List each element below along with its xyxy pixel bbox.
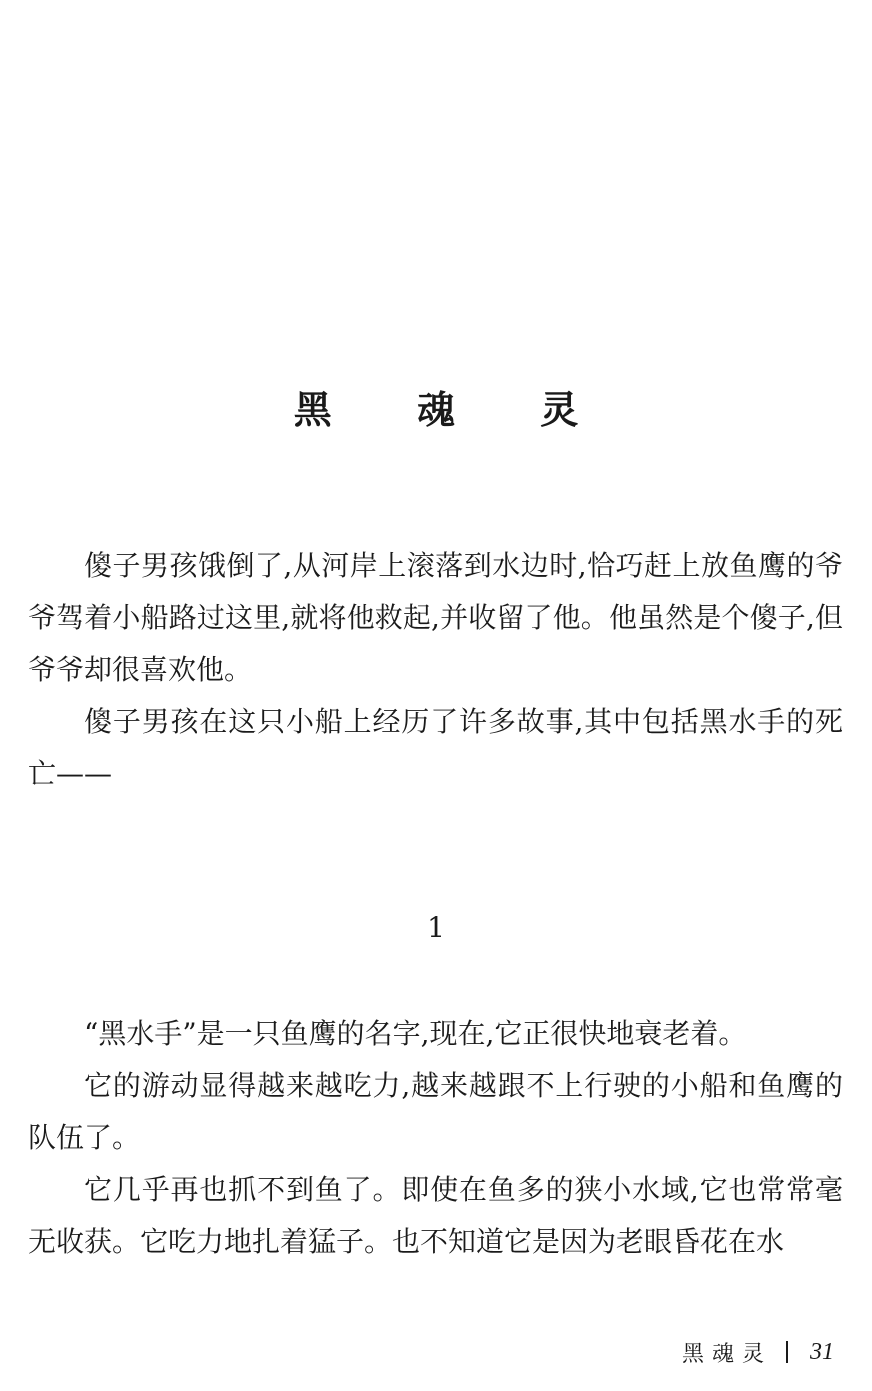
intro-paragraph-2: 傻子男孩在这只小船上经历了许多故事,其中包括黑水手的死亡—— xyxy=(28,705,843,790)
section-number: 1 xyxy=(427,911,445,944)
running-title: 黑魂灵 xyxy=(681,1341,772,1367)
intro-paragraph-1: 傻子男孩饿倒了,从河岸上滚落到水边时,恰巧赶上放鱼鹰的爷爷驾着小船路过这里,就将他救起,并收留了他。他虽然是个傻子,但爷爷却很喜欢他。 xyxy=(28,549,843,686)
footer-divider xyxy=(786,1341,788,1363)
page-number: 31 xyxy=(810,1338,834,1365)
body-paragraph-3: 它几乎再也抓不到鱼了。即使在鱼多的狭小水域,它也常常毫无收获。它吃力地扎着猛子。也不知道它是因为老眼昏花在水 xyxy=(28,1173,843,1258)
chapter-title: 黑 魂 灵 xyxy=(293,388,615,432)
body-paragraph-2: 它的游动显得越来越吃力,越来越跟不上行驶的小船和鱼鹰的队伍了。 xyxy=(28,1069,843,1154)
page-footer xyxy=(682,1334,834,1370)
body-paragraph-1: “黑水手”是一只鱼鹰的名字,现在,它正很快地衰老着。 xyxy=(84,1017,747,1050)
